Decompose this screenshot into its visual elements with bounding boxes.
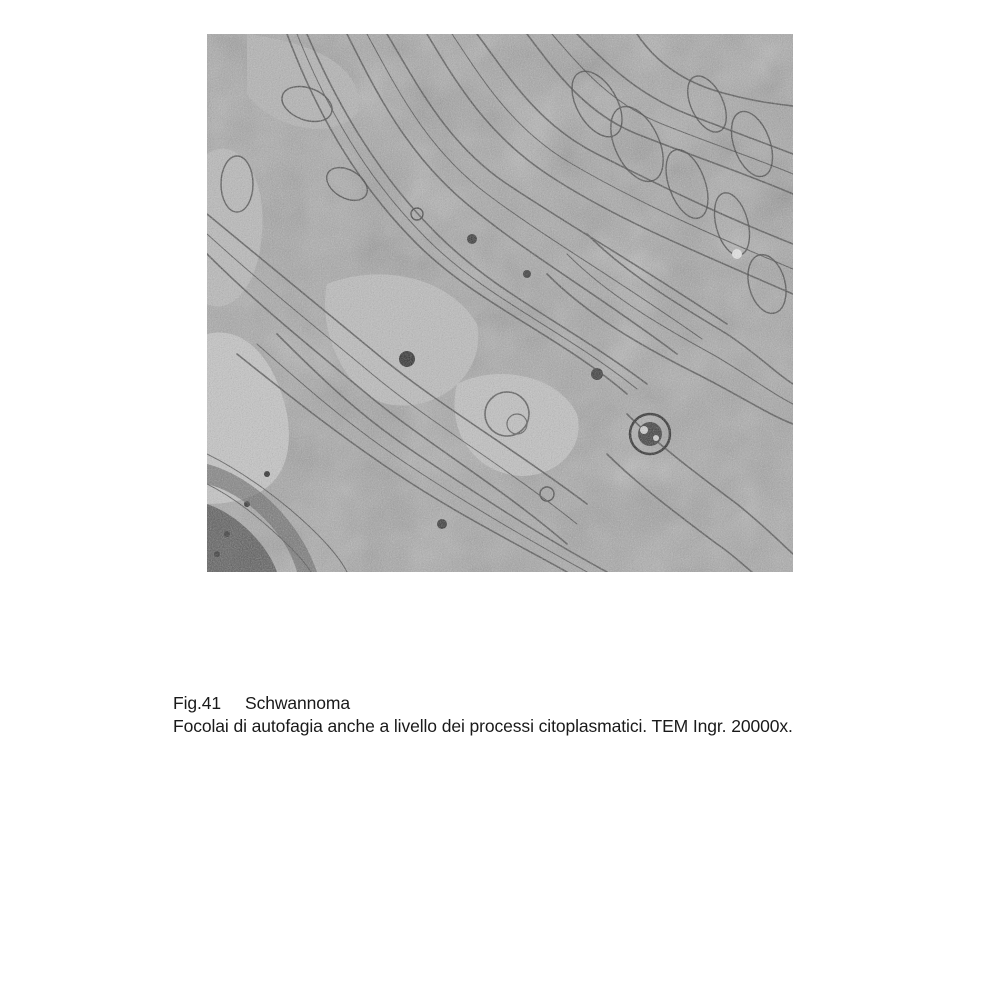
- figure-title: Schwannoma: [245, 693, 351, 713]
- figure-description: Focolai di autofagia anche a livello dei processi citoplasmatici. TEM Ingr. 20000x.: [173, 716, 793, 736]
- figure-number: Fig.41: [173, 693, 222, 713]
- figure-caption: [173, 692, 933, 738]
- figure-heading: [173, 692, 933, 715]
- tem-micrograph: [207, 34, 793, 572]
